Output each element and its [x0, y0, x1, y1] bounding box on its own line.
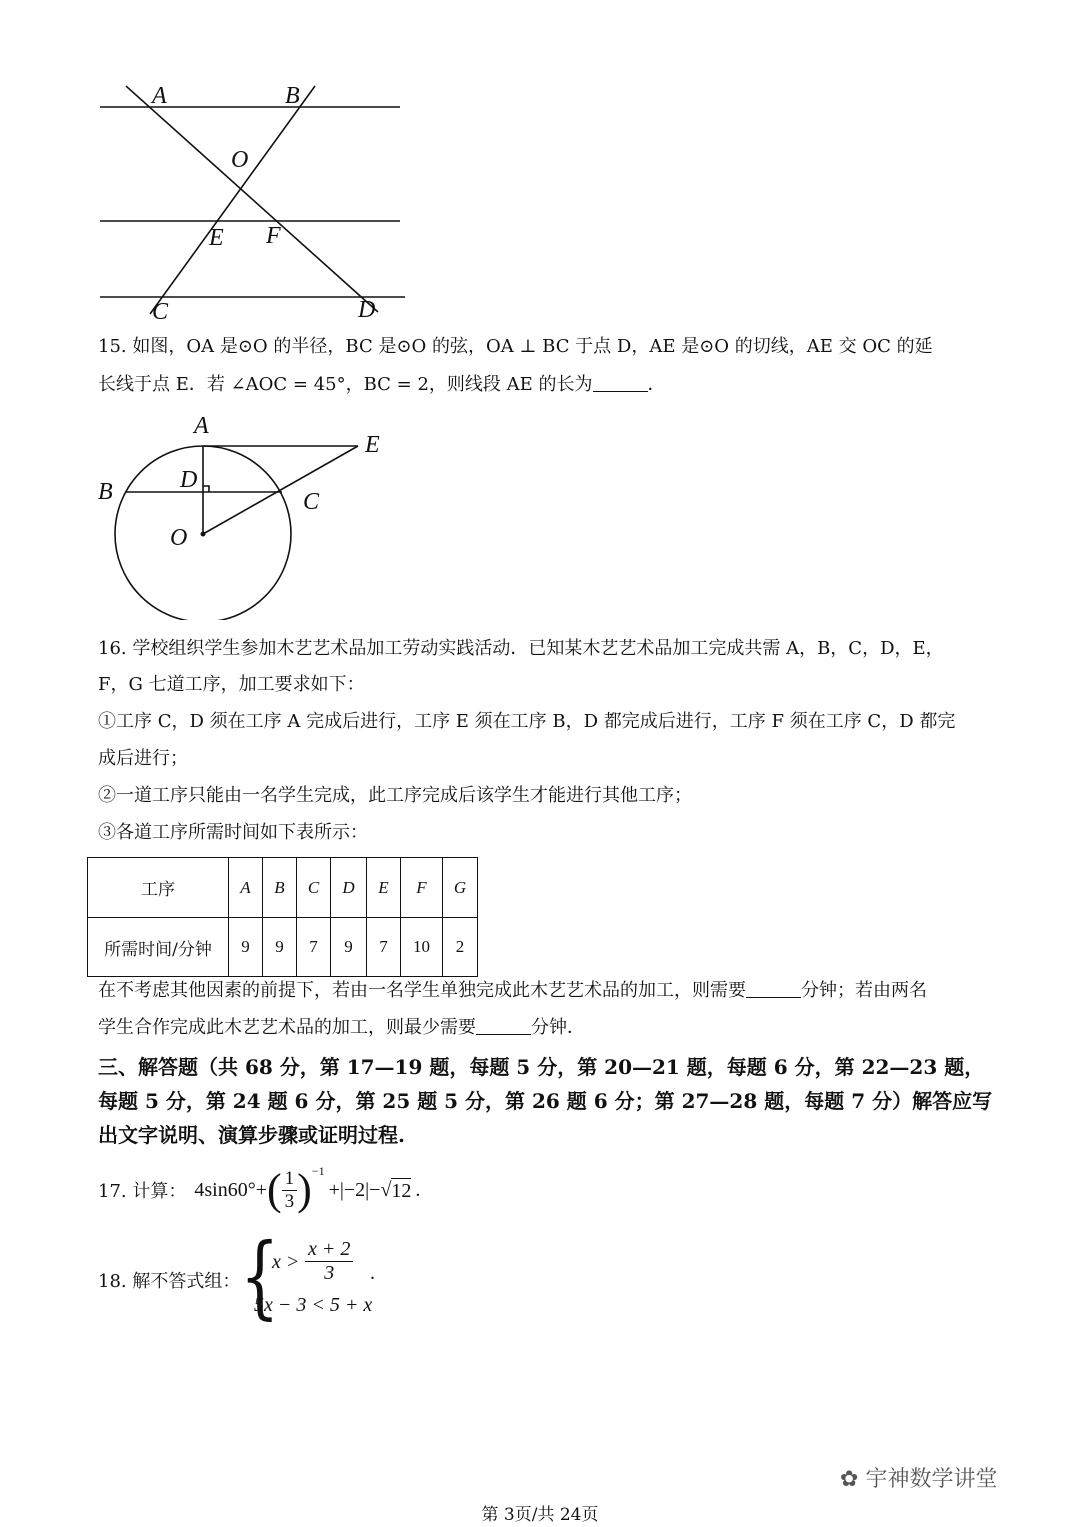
q16-after-line2: [98, 1016, 982, 1040]
answer-blank: [746, 979, 801, 998]
circle-label-D: D: [180, 467, 198, 493]
label-B: B: [285, 83, 300, 109]
q17-expr-a: 4sin60°+: [194, 1178, 267, 1201]
label-E: E: [209, 225, 224, 251]
table-col-C: C: [297, 858, 331, 918]
q18-prefix: 18. 解不答式组：: [98, 1271, 241, 1292]
right-paren: ): [297, 1165, 312, 1214]
q16-after1b: 分钟；若由两名: [801, 980, 927, 1001]
circle-tangent-figure: [0, 400, 420, 620]
q18-end: .: [370, 1262, 375, 1284]
label-F: F: [266, 223, 281, 249]
line-AD: [126, 83, 378, 312]
table-col-G: G: [443, 858, 478, 918]
parallel-lines-figure: [0, 0, 1080, 330]
page-footer: 第 3页/共 24页: [481, 1505, 599, 1525]
section3-line3: 出文字说明、演算步骤或证明过程.: [98, 1123, 405, 1147]
line-BC: [150, 83, 315, 314]
table-cell: 9: [263, 918, 297, 977]
table-row-label: 所需时间/分钟: [88, 918, 229, 977]
q18-row1-lhs: x >: [272, 1251, 300, 1273]
circle-label-B: B: [98, 479, 113, 505]
circle-label-A: A: [194, 413, 209, 439]
table-col-A: A: [229, 858, 263, 918]
q17-frac-denominator: 3: [284, 1190, 295, 1212]
q16-after1a: 在不考虑其他因素的前提下，若由一名学生单独完成此木艺艺术品的加工，则需要: [98, 980, 746, 1001]
table-cell: 9: [229, 918, 263, 977]
table-header-label: 工序: [88, 858, 229, 918]
circle-label-E: E: [365, 432, 380, 458]
system-brace: {: [240, 1223, 280, 1330]
q16-text-line3: ①工序 C，D 须在工序 A 完成后进行，工序 E 须在工序 B，D 都完成后进行，工序 F 须在工序 C，D 都完: [98, 711, 956, 732]
circle-label-C: C: [303, 489, 320, 515]
q17-prefix: 17. 计算：: [98, 1181, 187, 1202]
table-header-row: [88, 858, 478, 918]
q17-sqrt-arg: 12: [391, 1179, 412, 1202]
q17-exponent: −1: [311, 1164, 325, 1178]
table-col-E: E: [367, 858, 401, 918]
q18-frac-denominator: 3: [324, 1262, 335, 1284]
label-D: D: [358, 297, 376, 323]
watermark-text: 宇神数学讲堂: [865, 1467, 998, 1492]
q16-text-line2: F，G 七道工序，加工要求如下：: [98, 674, 365, 695]
table-col-B: B: [263, 858, 297, 918]
section3-line2: 每题 5 分，第 24 题 6 分，第 25 题 5 分，第 26 题 6 分；第 27—28 题，每题 7 分）解答应写: [98, 1089, 993, 1113]
circle-label-O: O: [170, 525, 188, 551]
q16-text-line5: ②一道工序只能由一名学生完成，此工序完成后该学生才能进行其他工序；: [98, 785, 692, 806]
watermark: [840, 1462, 997, 1493]
q16-text-line1: 16. 学校组织学生参加木艺艺术品加工劳动实践活动．已知某木艺艺术品加工完成共需 A，B，C，D，E，: [98, 638, 944, 659]
q16-text-line4: 成后进行；: [98, 748, 188, 769]
q17: [98, 1162, 420, 1218]
q17-expr-b: +|−2|−: [328, 1178, 381, 1201]
q15-text-line2a: 长线于点 E．若 ∠AOC = 45°，BC = 2，则线段 AE 的长为: [98, 374, 593, 395]
q15-text-line2b: ．: [647, 374, 666, 395]
label-C: C: [152, 299, 169, 325]
q18-frac-numerator: x + 2: [305, 1238, 353, 1262]
wechat-icon: ✿: [840, 1467, 859, 1492]
table-cell: 9: [331, 918, 367, 977]
table-row: [88, 918, 478, 977]
table-cell: 7: [367, 918, 401, 977]
table-cell: 2: [443, 918, 478, 977]
q18-row2: 5x − 3 < 5 + x: [254, 1294, 373, 1316]
q16-text-line6: ③各道工序所需时间如下表所示：: [98, 822, 368, 843]
answer-blank: [593, 373, 648, 392]
section3-line1: 三、解答题（共 68 分，第 17—19 题，每题 5 分，第 20—21 题，每题 6 分，第 22—23 题，: [98, 1055, 985, 1079]
left-paren: (: [266, 1165, 282, 1214]
line-OE: [203, 446, 358, 534]
q15-text-line1: 15. 如图，OA 是⊙O 的半径，BC 是⊙O 的弦，OA ⊥ BC 于点 D，AE 是⊙O 的切线，AE 交 OC 的延: [98, 336, 933, 357]
q15-text-line2: [98, 373, 982, 397]
label-O: O: [231, 147, 249, 173]
process-time-table: [87, 857, 478, 977]
table-col-F: F: [401, 858, 443, 918]
q17-frac-numerator: 1: [282, 1168, 298, 1191]
q17-fraction: [282, 1168, 298, 1213]
sqrt-sign: √: [380, 1178, 392, 1201]
q17-end: .: [415, 1178, 421, 1201]
answer-blank: [476, 1016, 531, 1035]
table-cell: 10: [401, 918, 443, 977]
q16-after2a: 学生合作完成此木艺艺术品的加工，则最少需要: [98, 1017, 476, 1038]
table-cell: 7: [297, 918, 331, 977]
center-point: [201, 532, 206, 537]
table-col-D: D: [331, 858, 367, 918]
label-A: A: [152, 83, 167, 109]
q18-fraction: [305, 1238, 353, 1285]
right-angle-mark: [203, 486, 209, 492]
q16-after-line1: [98, 979, 982, 1003]
q16-after2b: 分钟．: [531, 1017, 585, 1038]
